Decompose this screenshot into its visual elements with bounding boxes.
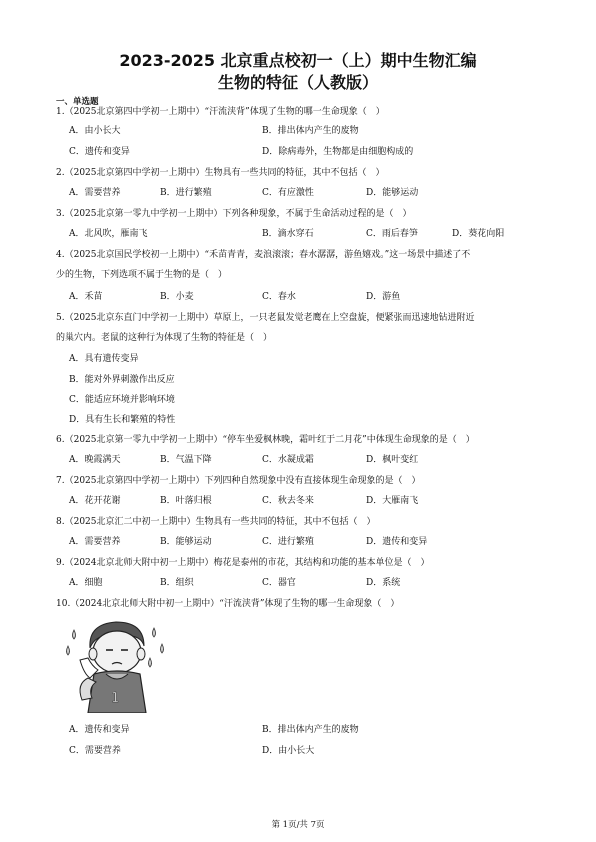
q8-option-b: B．能够运动	[160, 537, 212, 547]
doc-title-line1: 2023-2025 北京重点校初一（上）期中生物汇编	[119, 51, 477, 70]
q8-option-d: D．遗传和变异	[366, 537, 428, 547]
q3-option-c: C．雨后春笋	[366, 229, 418, 239]
page-footer: 第 1页/共 7页	[271, 820, 325, 830]
question-7-stem: 7.（2025北京第四中学初一上期中）下列四种自然现象中没有直接体现生命现象的是（ ）	[56, 476, 421, 486]
question-6-stem: 6.（2025北京第一零九中学初一上期中）“停车坐爱枫林晚，霜叶红于二月花”中体现生命现象的是（ ）	[56, 435, 475, 445]
q4-option-c: C．春水	[262, 292, 296, 302]
question-10-stem: 10.（2024北京北师大附中初一上期中）“汗流浃背”体现了生物的哪一生命现象（ ）	[56, 599, 400, 609]
q5-option-c: C．能适应环境并影响环境	[69, 395, 175, 405]
doc-title-line2: 生物的特征（人教版）	[217, 73, 378, 92]
question-2-stem: 2.（2025北京第四中学初一上期中）生物具有一些共同的特征，其中不包括（ ）	[56, 168, 385, 178]
q4-option-b: B．小麦	[160, 292, 194, 302]
q2-option-d: D．能够运动	[366, 188, 419, 198]
q2-option-b: B．进行繁殖	[160, 188, 212, 198]
q4-option-a: A．禾苗	[69, 292, 103, 302]
q7-option-c: C．秋去冬来	[262, 496, 314, 506]
q6-option-a: A．晚霞满天	[69, 455, 121, 465]
q5-option-b: B．能对外界刺激作出反应	[69, 375, 175, 385]
question-1-stem: 1.（2025北京第四中学初一上期中）“汗流浃背”体现了生物的哪一生命现象（ ）	[56, 107, 385, 117]
q1-option-b: B．排出体内产生的废物	[262, 126, 359, 136]
q10-option-d: D．由小长大	[262, 746, 315, 756]
q9-option-d: D．系统	[366, 578, 401, 588]
question-4-stem-line1: 4.（2025北京国民学校初一上期中）“禾苗青青，麦浪滚滚；春水潺潺，游鱼嬉戏。”这一场景中描述了不	[56, 250, 471, 260]
question-5-stem-line2: 的巢穴内。老鼠的这种行为体现了生物的特征是（ ）	[56, 333, 273, 343]
q10-option-a: A．遗传和变异	[69, 725, 130, 735]
q10-option-b: B．排出体内产生的废物	[262, 725, 359, 735]
sweating-boy-figure	[58, 618, 176, 713]
q7-option-a: A．花开花谢	[69, 496, 121, 506]
q1-option-c: C．遗传和变异	[69, 147, 130, 157]
jersey-number: 1	[111, 691, 120, 706]
question-8-stem: 8.（2025北京汇二中初一上期中）生物具有一些共同的特征，其中不包括（ ）	[56, 517, 376, 527]
q2-option-a: A．需要营养	[69, 188, 121, 198]
q9-option-c: C．器官	[262, 578, 296, 588]
question-5-stem-line1: 5.（2025北京东直门中学初一上期中）草原上，一只老鼠发觉老鹰在上空盘旋，便紧张而迅速地钻进附近	[56, 313, 475, 323]
q7-option-b: B．叶落归根	[160, 496, 212, 506]
question-9-stem: 9.（2024北京北师大附中初一上期中）梅花是泰州的市花，其结构和功能的基本单位是（ ）	[56, 558, 430, 568]
q3-option-a: A．北风吹，雁南飞	[69, 229, 148, 239]
q2-option-c: C．有应激性	[262, 188, 314, 198]
q8-option-a: A．需要营养	[69, 537, 121, 547]
q3-option-d: D．葵花向阳	[452, 229, 505, 239]
q3-option-b: B．滴水穿石	[262, 229, 314, 239]
q10-option-c: C．需要营养	[69, 746, 121, 756]
q6-option-c: C．水凝成霜	[262, 455, 314, 465]
q8-option-c: C．进行繁殖	[262, 537, 314, 547]
q6-option-d: D．枫叶变红	[366, 455, 419, 465]
section-heading: 一、单选题	[56, 97, 99, 107]
q6-option-b: B．气温下降	[160, 455, 212, 465]
q1-option-d: D．除病毒外，生物都是由细胞构成的	[262, 147, 414, 157]
q4-option-d: D．游鱼	[366, 292, 401, 302]
q5-option-d: D．具有生长和繁殖的特性	[69, 415, 176, 425]
q1-option-a: A．由小长大	[69, 126, 121, 136]
q9-option-b: B．组织	[160, 578, 194, 588]
question-3-stem: 3.（2025北京第一零九中学初一上期中）下列各种现象，不属于生命活动过程的是（ ）	[56, 209, 412, 219]
q5-option-a: A．具有遗传变异	[69, 354, 139, 364]
q7-option-d: D．大雁南飞	[366, 496, 419, 506]
q9-option-a: A．细胞	[69, 578, 103, 588]
question-4-stem-line2: 少的生物，下列选项不属于生物的是（ ）	[56, 270, 228, 280]
